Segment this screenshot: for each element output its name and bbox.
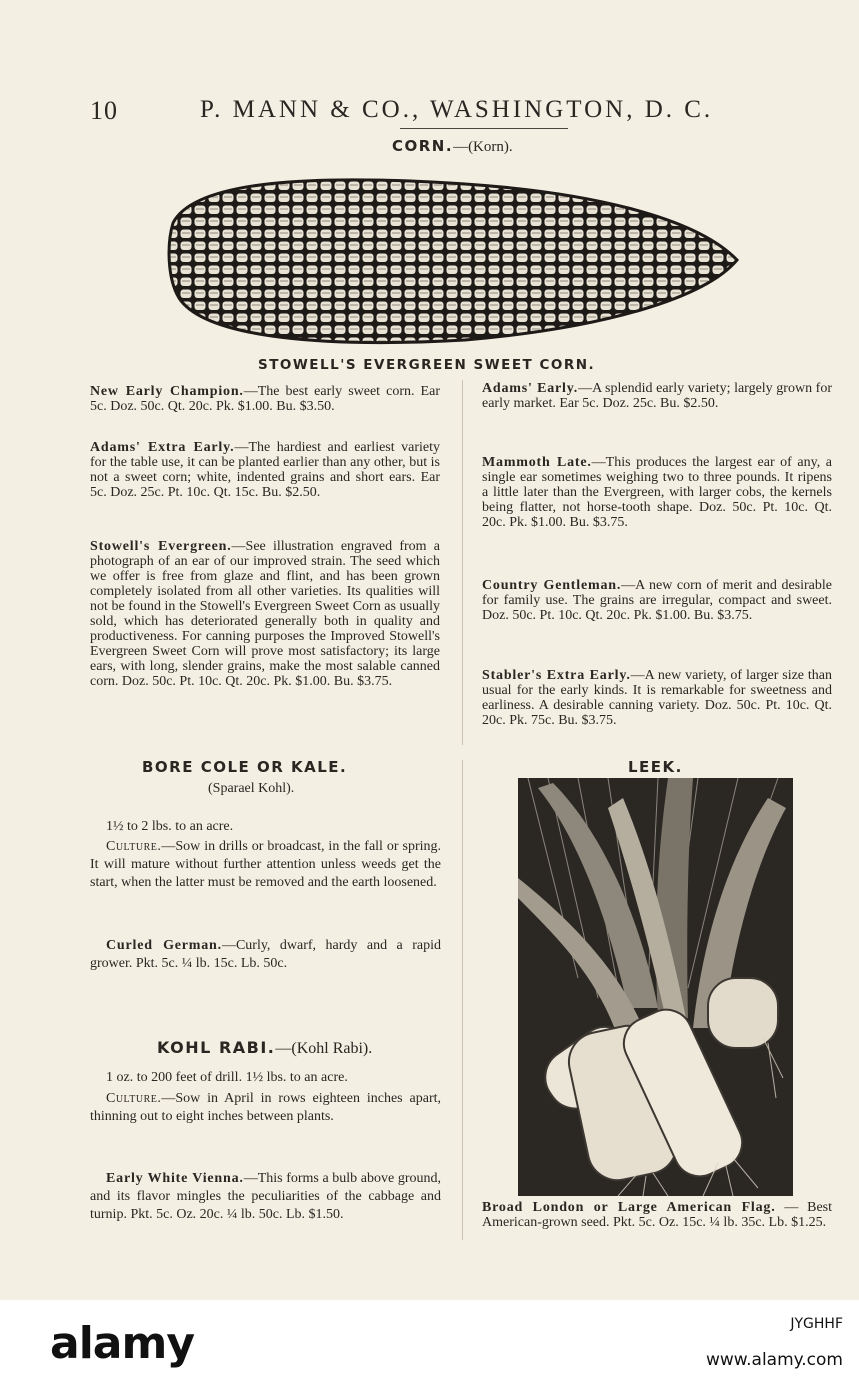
entry-adams-extra-early xyxy=(90,440,440,500)
corn-illustration-caption: STOWELL'S EVERGREEN SWEET CORN. xyxy=(258,357,596,373)
entry-name: Stowell's Evergreen. xyxy=(90,539,232,554)
page-number: 10 xyxy=(90,96,118,125)
entry-name: Country Gentleman. xyxy=(482,578,622,593)
entry-name: Adams' Extra Early. xyxy=(90,440,235,455)
corn-ear-illustration xyxy=(165,168,745,348)
entry-text: —A new corn of merit and desirable for family use. The grains are irregular, compact and sweet. Doz. 50c. Pt. 10c. Qt. 20c. Pk. $1.00. Bu. $3.75. xyxy=(482,578,832,623)
entry-text: —The hardiest and earliest variety for the table use, it can be planted earlier than any other, but is not a sweet corn; white, indented grains and short ears. Ear 5c. Doz. 25c. Pt. 10c. Qt. 15c. Bu. $2.50. xyxy=(90,440,440,500)
entry-adams-early xyxy=(482,381,832,411)
entry-name: Mammoth Late. xyxy=(482,455,592,470)
entry-text: —The best early sweet corn. Ear 5c. Doz. 50c. Qt. 20c. Pk. $1.00. Bu. $3.50. xyxy=(90,384,440,414)
entry-new-early-champion xyxy=(90,384,440,414)
corn-title: CORN. xyxy=(392,137,454,155)
culture-text: —Sow in April in rows eighteen inches apart, thinning out to eight inches between plants. xyxy=(90,1091,441,1124)
entry-text: —This forms a bulb above ground, and its flavor mingles the peculiarities of the cabbage and turnip. Pkt. 5c. Oz. 20c. ¼ lb. 50c. Lb. $1.50. xyxy=(90,1171,441,1222)
alamy-logo: alamy xyxy=(50,1318,194,1369)
entry-text: — Best American-grown seed. Pkt. 5c. Oz. 15c. ¼ lb. 35c. Lb. $1.25. xyxy=(482,1200,833,1230)
kale-subtitle: (Sparael Kohl). xyxy=(208,781,295,796)
entry-text: —A splendid early variety; largely grown for early market. Ear 5c. Doz. 25c. Bu. $2.50. xyxy=(482,381,833,411)
entry-name: Stabler's Extra Early. xyxy=(482,668,631,683)
header-rule xyxy=(400,128,568,129)
culture-text: —Sow in drills or broadcast, in the fall or spring. It will mature without further attention unless weeds get the start, when the latter must be removed and the earth loosened. xyxy=(90,839,441,890)
column-divider-top xyxy=(462,380,463,745)
kale-section-title: BORE COLE OR KALE. xyxy=(142,758,348,776)
entry-name: Curled German. xyxy=(106,938,222,953)
entry-stowells-evergreen xyxy=(90,539,440,689)
image-id: JYGHHF xyxy=(790,1316,843,1332)
culture-label: Culture. xyxy=(106,1091,162,1106)
entry-text: —See illustration engraved from a photograph of an ear of our improved strain. The seed which we offer is free from glaze and flint, and has been grown completely isolated from all other varieties. Its qualities will not be found in the Stowell's Evergreen Sweet Corn as usually sold, which has deteriorated generally both in quality and productiveness. For canning purposes the Improved Stowell's Evergreen Sweet Corn will prove most satisfactory; its large ears, with long, slender grains, make the most salable canned corn. Doz. 50c. Pt. 10c. Qt. 20c. Pk. $1.00. Bu. $3.75. xyxy=(90,539,440,689)
kohl-rabi-rate: 1 oz. to 200 feet of drill. 1½ lbs. to an acre. xyxy=(106,1070,348,1085)
entry-name: Early White Vienna. xyxy=(106,1171,244,1186)
kohl-rabi-culture xyxy=(90,1090,441,1126)
leek-illustration xyxy=(518,778,793,1196)
entry-text: —A new variety, of larger size than usual for the early kinds. It is remarkable for sweetness and earliness. A desirable canning variety. Doz. 50c. Pt. 10c. Qt. 20c. Pk. 75c. Bu. $3.75. xyxy=(482,668,833,728)
entry-stablers-extra-early xyxy=(482,668,832,728)
kale-rate: 1½ to 2 lbs. to an acre. xyxy=(106,819,234,834)
kale-culture xyxy=(90,838,441,892)
entry-mammoth-late xyxy=(482,455,832,530)
corn-section-title xyxy=(392,137,513,156)
entry-text: —Curly, dwarf, hardy and a rapid grower. Pkt. 5c. ¼ lb. 15c. Lb. 50c. xyxy=(90,938,441,971)
kohl-rabi-title: KOHL RABI. xyxy=(157,1038,276,1057)
entry-country-gentleman xyxy=(482,578,832,623)
page-header: P. MANN & CO., WASHINGTON, D. C. xyxy=(200,96,714,123)
kohl-rabi-section-title xyxy=(157,1038,372,1058)
watermark-url: www.alamy.com xyxy=(705,1350,843,1370)
entry-text: —This produces the largest ear of any, a single ear sometimes weighing two to three pounds. It ripens a little later than the Evergreen, with larger cobs, the kernels being flatter, not horse-tooth shape. Doz. 50c. Pt. 10c. Qt. 20c. Pk. $1.00. Bu. $3.75. xyxy=(482,455,832,530)
column-divider-bottom xyxy=(462,760,463,1240)
entry-early-white-vienna xyxy=(90,1170,441,1224)
entry-name: Broad London or Large American Flag. xyxy=(482,1200,776,1215)
kohl-rabi-subtitle: —(Kohl Rabi). xyxy=(275,1040,373,1057)
entry-curled-german xyxy=(90,937,441,973)
entry-name: New Early Champion. xyxy=(90,384,244,399)
culture-label: Culture. xyxy=(106,839,162,854)
corn-subtitle: —(Korn). xyxy=(453,139,513,155)
entry-name: Adams' Early. xyxy=(482,381,579,396)
entry-broad-london-leek xyxy=(482,1200,832,1230)
leek-section-title: LEEK. xyxy=(628,758,683,776)
